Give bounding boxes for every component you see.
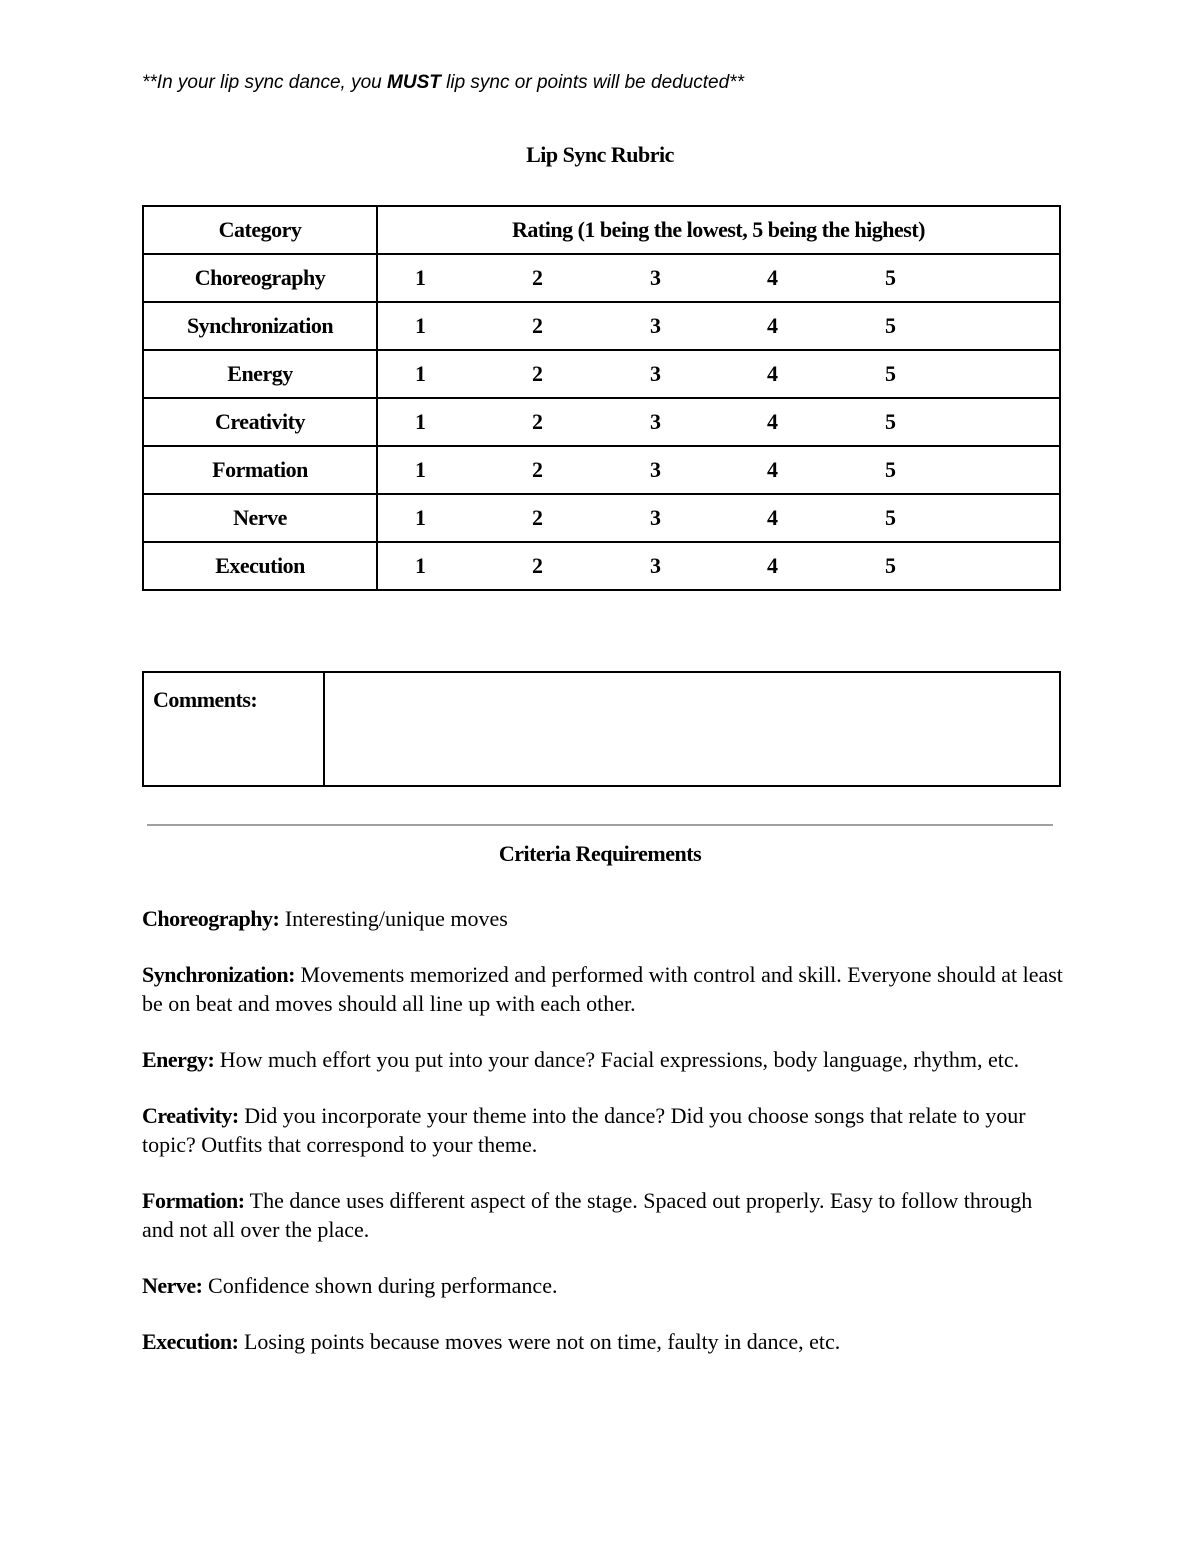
- criteria-list: [142, 904, 1067, 1383]
- rating-option[interactable]: 1: [415, 361, 426, 386]
- rating-option[interactable]: 1: [415, 505, 426, 530]
- category-label: Formation: [143, 446, 377, 494]
- criteria-description: Movements memorized and performed with control and skill. Everyone should at least be on beat and moves should all line up with each other.: [142, 962, 1063, 1016]
- rating-cell: [377, 494, 1060, 542]
- category-label: Creativity: [143, 398, 377, 446]
- rating-cell: [377, 302, 1060, 350]
- criteria-term: Synchronization:: [142, 962, 295, 987]
- criteria-item: [142, 904, 1067, 933]
- rating-option[interactable]: 3: [650, 361, 661, 386]
- rating-option[interactable]: 5: [885, 313, 896, 338]
- note-prefix: **In your lip sync dance, you: [142, 72, 388, 93]
- comments-row: [143, 672, 1060, 786]
- rating-option[interactable]: 5: [885, 505, 896, 530]
- criteria-term: Nerve:: [142, 1273, 203, 1298]
- comments-field[interactable]: [324, 672, 1060, 786]
- rating-cell: [377, 398, 1060, 446]
- rating-option[interactable]: 4: [767, 505, 778, 530]
- note-emphasis: MUST: [387, 72, 441, 93]
- rating-option[interactable]: 5: [885, 553, 896, 578]
- criteria-item: [142, 1327, 1067, 1356]
- criteria-term: Formation:: [142, 1188, 245, 1213]
- criteria-item: [142, 1045, 1067, 1074]
- rating-option[interactable]: 2: [532, 505, 543, 530]
- category-label: Synchronization: [143, 302, 377, 350]
- rating-option[interactable]: 1: [415, 265, 426, 290]
- comments-table: [142, 671, 1061, 787]
- rating-option[interactable]: 1: [415, 409, 426, 434]
- rating-option[interactable]: 5: [885, 361, 896, 386]
- rating-option[interactable]: 3: [650, 265, 661, 290]
- criteria-description: Interesting/unique moves: [279, 906, 508, 931]
- rating-option[interactable]: 3: [650, 313, 661, 338]
- rating-option[interactable]: 2: [532, 265, 543, 290]
- criteria-term: Choreography:: [142, 906, 280, 931]
- criteria-description: The dance uses different aspect of the stage. Spaced out properly. Easy to follow through and not all over the place.: [142, 1188, 1033, 1242]
- category-label: Execution: [143, 542, 377, 590]
- rating-cell: [377, 542, 1060, 590]
- rubric-row: [143, 542, 1060, 590]
- rating-option[interactable]: 4: [767, 265, 778, 290]
- criteria-term: Execution:: [142, 1329, 239, 1354]
- criteria-description: Did you incorporate your theme into the dance? Did you choose songs that relate to your topic? Outfits that correspond to your theme.: [142, 1103, 1026, 1157]
- rating-option[interactable]: 5: [885, 265, 896, 290]
- rating-cell: [377, 446, 1060, 494]
- rating-option[interactable]: 3: [650, 409, 661, 434]
- rating-option[interactable]: 5: [885, 457, 896, 482]
- criteria-term: Energy:: [142, 1047, 215, 1072]
- rating-option[interactable]: 2: [532, 457, 543, 482]
- rating-option[interactable]: 4: [767, 457, 778, 482]
- rubric-row: [143, 302, 1060, 350]
- criteria-description: How much effort you put into your dance? Facial expressions, body language, rhythm, etc.: [214, 1047, 1020, 1072]
- rating-option[interactable]: 5: [885, 409, 896, 434]
- lip-sync-note: [142, 72, 744, 94]
- rubric-row: [143, 494, 1060, 542]
- category-label: Energy: [143, 350, 377, 398]
- rating-option[interactable]: 1: [415, 553, 426, 578]
- rating-option[interactable]: 2: [532, 553, 543, 578]
- criteria-item: [142, 1186, 1067, 1244]
- category-label: Nerve: [143, 494, 377, 542]
- rating-option[interactable]: 3: [650, 505, 661, 530]
- rating-option[interactable]: 4: [767, 313, 778, 338]
- rubric-table: [142, 205, 1061, 591]
- category-label: Choreography: [143, 254, 377, 302]
- criteria-item: [142, 960, 1067, 1018]
- rating-cell: [377, 350, 1060, 398]
- page-title: Lip Sync Rubric: [526, 142, 674, 167]
- rating-option[interactable]: 4: [767, 409, 778, 434]
- rating-option[interactable]: 2: [532, 313, 543, 338]
- rating-header: Rating (1 being the lowest, 5 being the highest): [377, 206, 1060, 254]
- rating-option[interactable]: 2: [532, 361, 543, 386]
- comments-label: Comments:: [143, 672, 324, 786]
- rating-option[interactable]: 2: [532, 409, 543, 434]
- horizontal-divider: [147, 824, 1053, 826]
- rating-option[interactable]: 3: [650, 457, 661, 482]
- rating-option[interactable]: 1: [415, 313, 426, 338]
- rubric-row: [143, 254, 1060, 302]
- category-header: Category: [143, 206, 377, 254]
- rubric-header-row: [143, 206, 1060, 254]
- note-suffix: lip sync or points will be deducted**: [440, 72, 744, 93]
- criteria-description: Confidence shown during performance.: [202, 1273, 558, 1298]
- criteria-description: Losing points because moves were not on time, faulty in dance, etc.: [238, 1329, 841, 1354]
- criteria-item: [142, 1271, 1067, 1300]
- rating-option[interactable]: 3: [650, 553, 661, 578]
- rating-option[interactable]: 4: [767, 361, 778, 386]
- criteria-item: [142, 1101, 1067, 1159]
- rubric-row: [143, 398, 1060, 446]
- rating-cell: [377, 254, 1060, 302]
- rubric-row: [143, 446, 1060, 494]
- criteria-title: Criteria Requirements: [498, 841, 702, 866]
- rating-option[interactable]: 1: [415, 457, 426, 482]
- criteria-term: Creativity:: [142, 1103, 239, 1128]
- rubric-row: [143, 350, 1060, 398]
- rating-option[interactable]: 4: [767, 553, 778, 578]
